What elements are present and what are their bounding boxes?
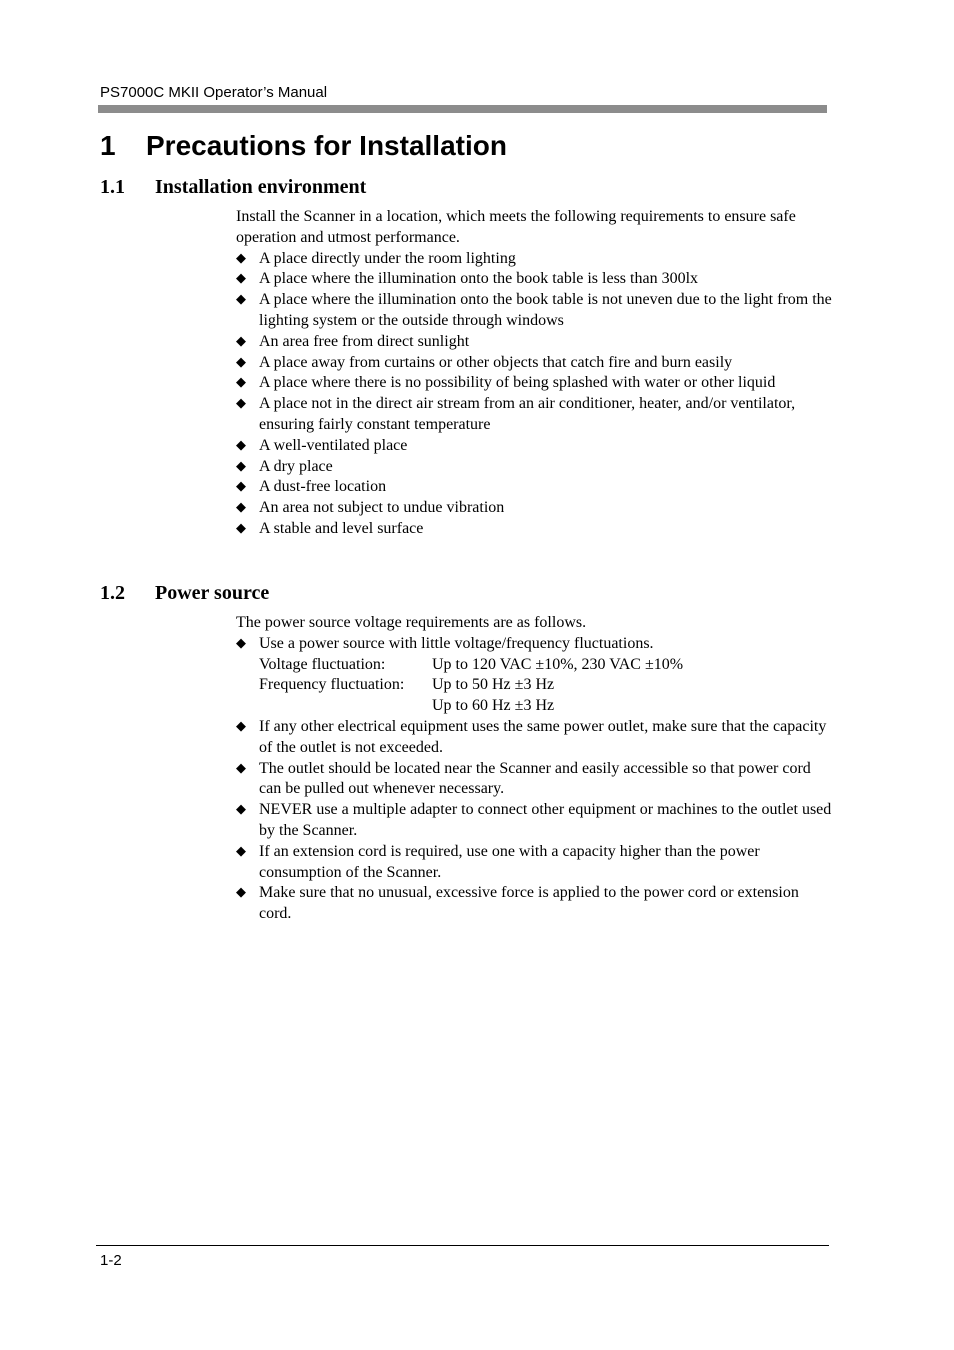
- frequency-value: Up to 60 Hz ±3 Hz: [432, 697, 555, 715]
- diamond-bullet-icon: ◆: [236, 292, 246, 308]
- frequency-spec-row: [259, 696, 832, 717]
- diamond-bullet-icon: ◆: [236, 843, 246, 859]
- list-item-text: An area not subject to undue vibration: [259, 499, 505, 517]
- list-item-text: If an extension cord is required, use one with a capacity higher than the power consumption of the Scanner.: [259, 842, 760, 881]
- list-item: [236, 519, 832, 540]
- list-item-text: Use a power source with little voltage/frequency fluctuations.: [259, 634, 654, 652]
- list-item: [236, 332, 832, 353]
- list-item: [236, 457, 832, 478]
- section-title: Installation environment: [155, 176, 367, 198]
- list-item: [236, 498, 832, 519]
- list-item: [236, 800, 832, 842]
- section-number: 1.2: [100, 582, 125, 604]
- list-item-text: A well-ventilated place: [259, 436, 408, 454]
- voltage-value: Up to 120 VAC ±10%, 230 VAC ±10%: [432, 655, 684, 673]
- diamond-bullet-icon: ◆: [236, 802, 246, 818]
- page-number: 1-2: [100, 1252, 122, 1269]
- section-body-installation: [236, 207, 832, 540]
- list-item: [236, 249, 832, 270]
- frequency-spec-row: [259, 675, 832, 696]
- diamond-bullet-icon: ◆: [236, 760, 246, 776]
- list-item: [236, 477, 832, 498]
- list-item-text: A dust-free location: [259, 478, 387, 496]
- diamond-bullet-icon: ◆: [236, 375, 246, 391]
- diamond-bullet-icon: ◆: [236, 718, 246, 734]
- list-item-text: A place where the illumination onto the book table is not uneven due to the light from the lighting system or the outside through windows: [259, 291, 832, 329]
- header-rule: [98, 105, 827, 113]
- diamond-bullet-icon: ◆: [236, 437, 246, 453]
- section-title: Power source: [155, 582, 270, 604]
- chapter-number: 1: [100, 130, 116, 161]
- diamond-bullet-icon: ◆: [236, 635, 246, 651]
- list-item-text: A place where there is no possibility of being splashed with water or other liquid: [259, 374, 776, 392]
- spec-label-spacer: [259, 696, 432, 717]
- manual-title: PS7000C MKII Operator’s Manual: [100, 84, 328, 101]
- section-intro: The power source voltage requirements are as follows.: [236, 614, 587, 631]
- footer-rule: [96, 1245, 829, 1246]
- power-requirement-list: [236, 634, 832, 925]
- list-item: [236, 883, 832, 925]
- section-heading-installation: [100, 176, 366, 199]
- list-item-text: The outlet should be located near the Scanner and easily accessible so that power cord can be pulled out whenever necessary.: [259, 759, 811, 798]
- chapter-heading: [100, 130, 507, 162]
- list-item: [236, 759, 832, 801]
- section-intro: Install the Scanner in a location, which meets the following requirements to ensure safe operation and utmost performance.: [236, 208, 796, 246]
- diamond-bullet-icon: ◆: [236, 250, 246, 266]
- diamond-bullet-icon: ◆: [236, 520, 246, 536]
- list-item-text: A place not in the direct air stream from an air conditioner, heater, and/or ventilator, ensuring fairly constant temperature: [259, 395, 796, 433]
- frequency-label: Frequency fluctuation:: [259, 676, 405, 694]
- list-item: [236, 717, 832, 759]
- diamond-bullet-icon: ◆: [236, 333, 246, 349]
- list-item-text: If any other electrical equipment uses the same power outlet, make sure that the capacity of the outlet is not exceeded.: [259, 717, 827, 756]
- list-item: [236, 373, 832, 394]
- list-item-text: A stable and level surface: [259, 519, 424, 537]
- voltage-spec-row: [259, 655, 832, 676]
- list-item: [236, 634, 832, 717]
- list-item: [236, 353, 832, 374]
- section-number: 1.1: [100, 176, 125, 198]
- list-item-text: An area free from direct sunlight: [259, 332, 470, 350]
- diamond-bullet-icon: ◆: [236, 271, 246, 287]
- list-item: [236, 290, 832, 332]
- list-item-text: A place directly under the room lighting: [259, 249, 516, 267]
- list-item: [236, 842, 832, 884]
- diamond-bullet-icon: ◆: [236, 479, 246, 495]
- voltage-label: Voltage fluctuation:: [259, 655, 386, 673]
- diamond-bullet-icon: ◆: [236, 458, 246, 474]
- requirement-list: [236, 249, 832, 540]
- chapter-title: Precautions for Installation: [146, 130, 507, 161]
- section-heading-power: [100, 582, 269, 605]
- list-item: [236, 436, 832, 457]
- diamond-bullet-icon: ◆: [236, 885, 246, 901]
- list-item-text: NEVER use a multiple adapter to connect other equipment or machines to the outlet used by the Scanner.: [259, 801, 832, 839]
- diamond-bullet-icon: ◆: [236, 396, 246, 412]
- frequency-value: Up to 50 Hz ±3 Hz: [432, 676, 555, 694]
- diamond-bullet-icon: ◆: [236, 500, 246, 516]
- list-item-text: Make sure that no unusual, excessive force is applied to the power cord or extension cord.: [259, 884, 799, 923]
- list-item-text: A place where the illumination onto the book table is less than 300lx: [259, 270, 699, 288]
- diamond-bullet-icon: ◆: [236, 354, 246, 370]
- list-item: [236, 269, 832, 290]
- list-item-text: A dry place: [259, 457, 333, 475]
- list-item-text: A place away from curtains or other objects that catch fire and burn easily: [259, 353, 733, 371]
- list-item: [236, 394, 832, 436]
- section-body-power: [236, 613, 832, 925]
